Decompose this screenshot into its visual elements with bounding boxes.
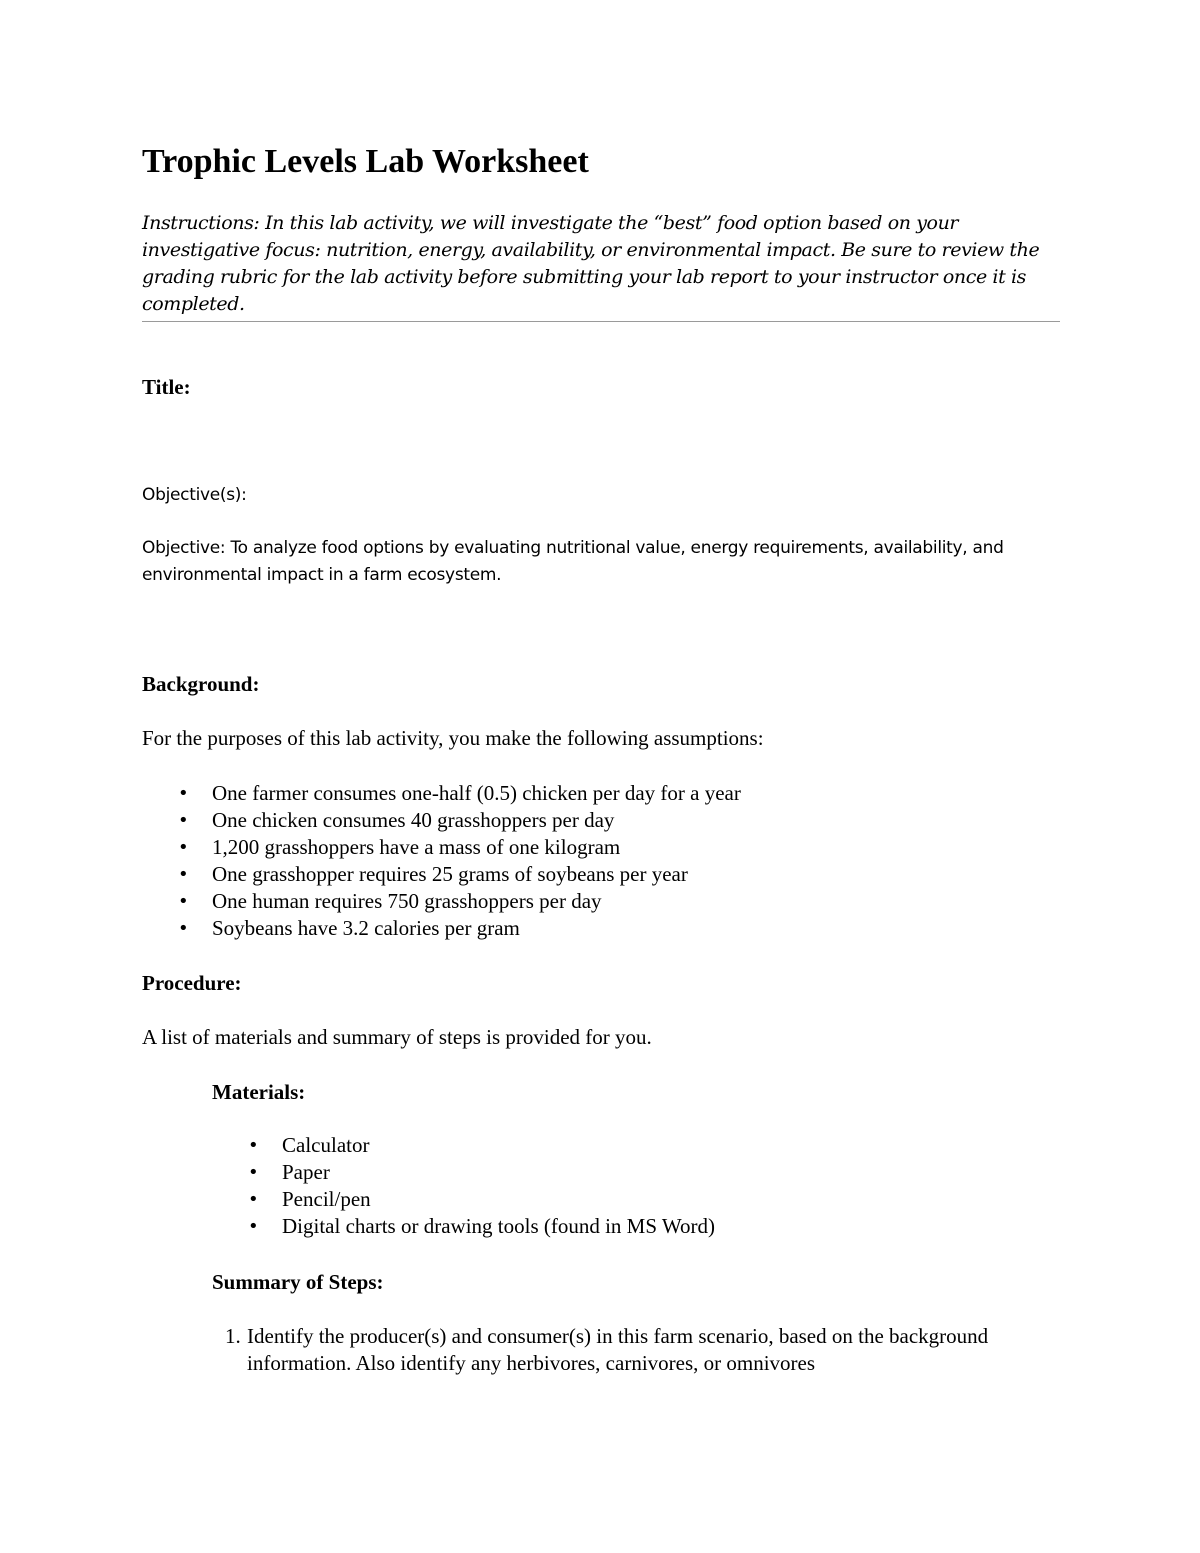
list-item: • Paper	[248, 1160, 330, 1184]
materials-heading: Materials:	[212, 1080, 306, 1104]
bullet-icon: •	[178, 864, 189, 885]
bullet-icon: •	[248, 1162, 259, 1183]
list-item: • One grasshopper requires 25 grams of soybeans per year	[178, 862, 688, 886]
background-intro: For the purposes of this lab activity, you make the following assumptions:	[142, 726, 764, 750]
assumptions-list	[142, 780, 741, 942]
title-label: Title:	[142, 375, 191, 399]
background-heading: Background:	[142, 672, 260, 696]
bullet-icon: •	[178, 810, 189, 831]
document-title: Trophic Levels Lab Worksheet	[142, 143, 589, 180]
steps-list	[212, 1323, 1060, 1377]
bullet-icon: •	[178, 918, 189, 939]
instructions-paragraph: Instructions: In this lab activity, we will investigate the “best” food option based on your investigative focus: nutrition, energy, availability, or environmental impact. Be sure to review the grading rubric for the lab activity before submitting your lab report to your instructor once it is completed.	[142, 210, 1060, 322]
objectives-label: Objective(s):	[142, 485, 247, 505]
bullet-icon: •	[178, 891, 189, 912]
list-item: • 1,200 grasshoppers have a mass of one kilogram	[178, 835, 621, 859]
procedure-intro: A list of materials and summary of steps is provided for you.	[142, 1025, 652, 1049]
step-number: 1.	[225, 1324, 241, 1348]
bullet-icon: •	[248, 1135, 259, 1156]
list-item: • Digital charts or drawing tools (found in MS Word)	[248, 1214, 716, 1238]
materials-list	[212, 1132, 715, 1240]
list-item	[212, 1323, 1060, 1377]
bullet-icon: •	[178, 783, 189, 804]
list-item: • One farmer consumes one-half (0.5) chicken per day for a year	[178, 781, 741, 805]
bullet-icon: •	[248, 1189, 259, 1210]
list-item: • Calculator	[248, 1133, 370, 1157]
step-text: Identify the producer(s) and consumer(s) in this farm scenario, based on the background information. Also identify any herbivores, carnivores, or omnivores	[247, 1324, 989, 1375]
list-item: • Soybeans have 3.2 calories per gram	[178, 916, 520, 940]
bullet-icon: •	[178, 837, 189, 858]
objective-text: Objective: To analyze food options by evaluating nutritional value, energy requirements, availability, and environmental impact in a farm ecosystem.	[142, 538, 1004, 585]
steps-heading: Summary of Steps:	[212, 1270, 384, 1294]
procedure-heading: Procedure:	[142, 971, 242, 995]
bullet-icon: •	[248, 1216, 259, 1237]
list-item: • Pencil/pen	[248, 1187, 371, 1211]
list-item: • One human requires 750 grasshoppers per day	[178, 889, 602, 913]
list-item: • One chicken consumes 40 grasshoppers per day	[178, 808, 615, 832]
